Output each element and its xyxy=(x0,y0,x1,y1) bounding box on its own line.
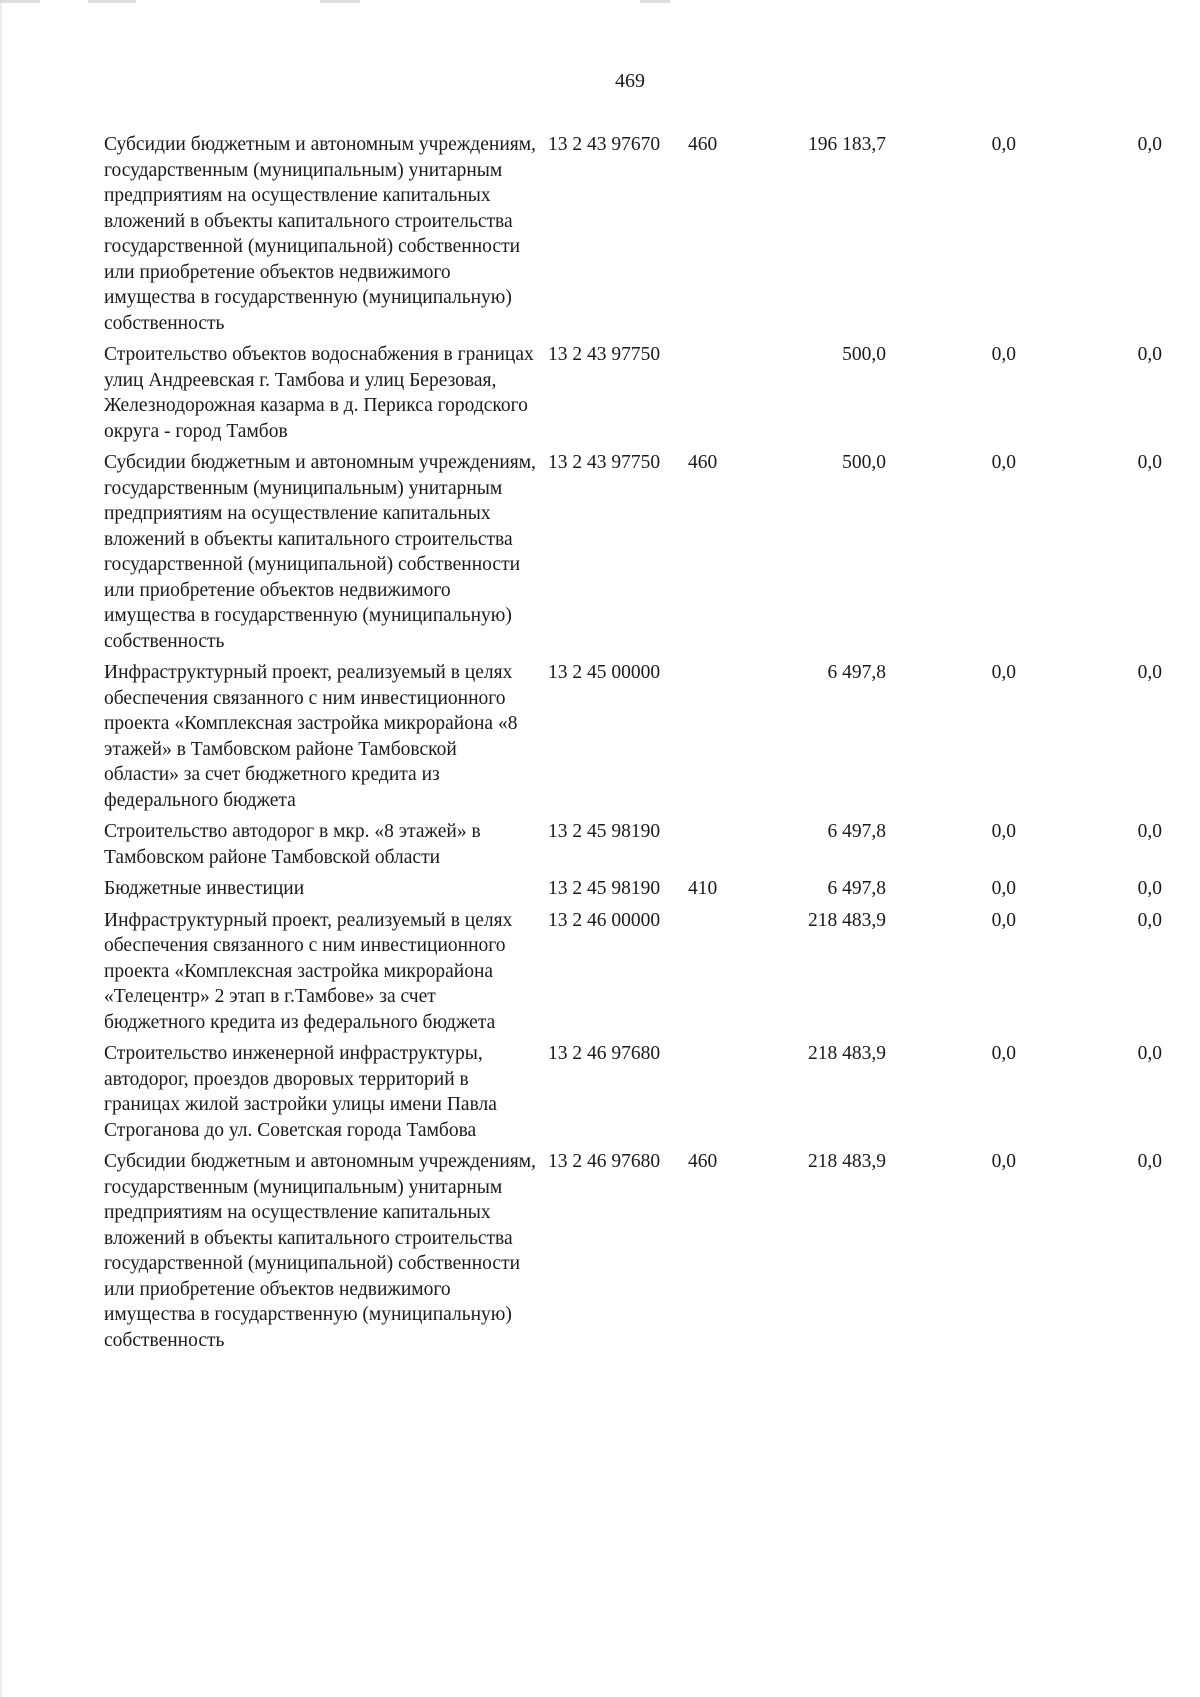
row-value-2: 0,0 xyxy=(991,909,1016,931)
scan-mark xyxy=(0,0,40,3)
table-row xyxy=(104,660,1174,813)
row-code: 13 2 43 97750 xyxy=(548,344,661,365)
row-code: 13 2 45 00000 xyxy=(548,662,661,683)
row-code: 13 2 45 98190 xyxy=(548,821,661,842)
table-row xyxy=(104,819,1174,870)
row-value-2: 0,0 xyxy=(991,1043,1016,1064)
row-value-2: 0,0 xyxy=(991,452,1016,473)
row-value-2: 0,0 xyxy=(991,662,1016,683)
row-amount: 218 483,9 xyxy=(808,909,886,931)
row-value-3: 0,0 xyxy=(1137,134,1162,155)
row-value-3: 0,0 xyxy=(1137,909,1162,931)
row-code: 13 2 46 00000 xyxy=(548,909,661,931)
row-value-2: 0,0 xyxy=(991,344,1016,365)
row-amount: 6 497,8 xyxy=(827,821,886,842)
row-name: Инфраструктурный проект, реализуемый в целях обеспечения связанного с ним инвестиционного проекта «Комплексная застройка микрорайона «Телецентр» 2 этап в г.Тамбове» за счет бюджетного кредита из федерального бюджета xyxy=(104,909,513,1033)
row-value-2: 0,0 xyxy=(991,1151,1016,1172)
row-value-3: 0,0 xyxy=(1137,1043,1162,1064)
row-amount: 6 497,8 xyxy=(827,878,886,899)
row-value-3: 0,0 xyxy=(1137,344,1162,365)
row-code: 13 2 43 97670 xyxy=(548,134,661,155)
table-row xyxy=(104,132,1174,336)
table-row xyxy=(104,1041,1174,1143)
row-name: Строительство инженерной инфраструктуры, автодорог, проездов дворовых территорий в границах жилой застройки улицы имени Павла Строганова до ул. Советская города Тамбова xyxy=(104,1043,497,1141)
row-type: 410 xyxy=(688,878,718,899)
row-code: 13 2 45 98190 xyxy=(548,878,661,899)
row-amount: 196 183,7 xyxy=(808,134,886,155)
table-row xyxy=(104,450,1174,654)
row-name: Инфраструктурный проект, реализуемый в целях обеспечения связанного с ним инвестиционного проекта «Комплексная застройка микрорайона «8 этажей» в Тамбовском районе Тамбовской области» за счет бюджетного кредита из федерального бюджета xyxy=(104,662,518,811)
table-row xyxy=(104,342,1174,444)
row-code: 13 2 43 97750 xyxy=(548,452,661,473)
table-row xyxy=(104,908,1174,1036)
scan-mark xyxy=(320,0,360,3)
row-name: Субсидии бюджетным и автономным учреждениям, государственным (муниципальным) унитарным предприятиям на осуществление капитальных вложений в объекты капитального строительства государственной (муниципальной) собственности или приобретение объектов недвижимого имущества в государственную (муниципальную) собственность xyxy=(104,134,536,334)
table-row xyxy=(104,1149,1174,1353)
row-value-2: 0,0 xyxy=(991,821,1016,842)
row-value-3: 0,0 xyxy=(1137,1151,1162,1172)
row-code: 13 2 46 97680 xyxy=(548,1043,661,1064)
row-amount: 6 497,8 xyxy=(827,662,886,683)
row-value-3: 0,0 xyxy=(1137,662,1162,683)
row-type: 460 xyxy=(688,452,718,473)
row-amount: 500,0 xyxy=(842,344,886,365)
scan-mark xyxy=(88,0,136,3)
row-type: 460 xyxy=(688,134,718,155)
row-name: Субсидии бюджетным и автономным учреждениям, государственным (муниципальным) унитарным предприятиям на осуществление капитальных вложений в объекты капитального строительства государственной (муниципальной) собственности или приобретение объектов недвижимого имущества в государственную (муниципальную) собственность xyxy=(104,452,536,652)
row-amount: 218 483,9 xyxy=(808,1043,886,1064)
row-value-3: 0,0 xyxy=(1137,821,1162,842)
row-amount: 218 483,9 xyxy=(808,1151,886,1172)
row-name: Строительство автодорог в мкр. «8 этажей» в Тамбовском районе Тамбовской области xyxy=(104,821,481,868)
table-row xyxy=(104,876,1174,902)
row-amount: 500,0 xyxy=(842,452,886,473)
row-code: 13 2 46 97680 xyxy=(548,1151,661,1172)
budget-table xyxy=(104,132,1174,1359)
row-value-2: 0,0 xyxy=(991,134,1016,155)
row-value-3: 0,0 xyxy=(1137,452,1162,473)
row-name: Субсидии бюджетным и автономным учреждениям, государственным (муниципальным) унитарным предприятиям на осуществление капитальных вложений в объекты капитального строительства государственной (муниципальной) собственности или приобретение объектов недвижимого имущества в государственную (муниципальную) собственность xyxy=(104,1151,536,1351)
row-value-3: 0,0 xyxy=(1137,878,1162,899)
row-name: Строительство объектов водоснабжения в границах улиц Андреевская г. Тамбова и улиц Березовая, Железнодорожная казарма в д. Перикса городского округа - город Тамбов xyxy=(104,344,534,442)
scan-edge xyxy=(0,0,3,1697)
row-value-2: 0,0 xyxy=(991,878,1016,899)
row-name: Бюджетные инвестиции xyxy=(104,878,305,899)
scan-mark xyxy=(640,0,670,3)
page-number: 469 xyxy=(615,70,645,92)
row-type: 460 xyxy=(688,1151,718,1172)
